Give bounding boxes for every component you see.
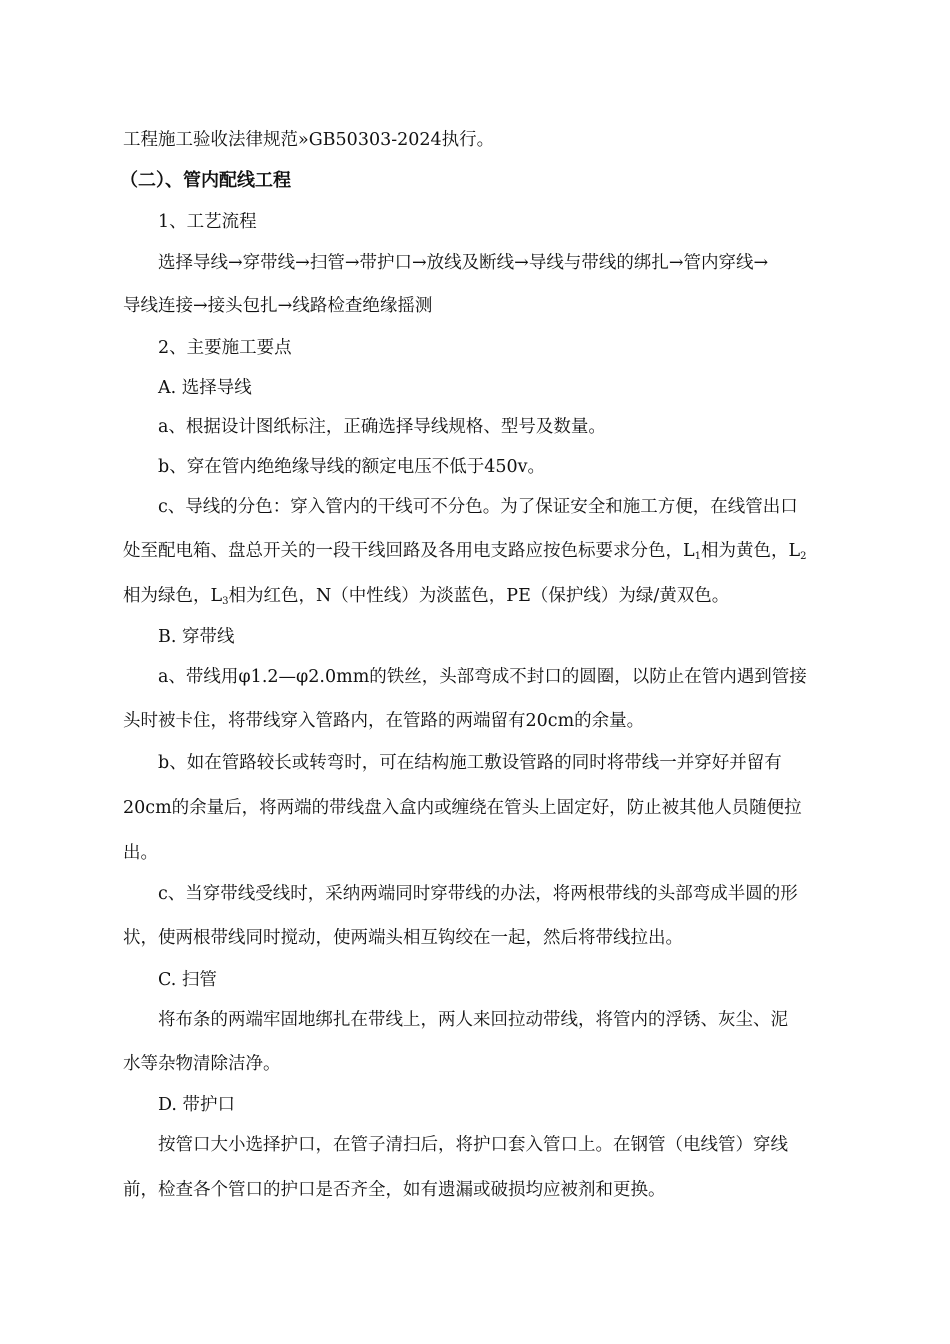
text-line: c、当穿带线受线时，采纳两端同时穿带线的办法，将两根带线的头部弯成半圆的形 [158,884,798,904]
text-line: 导线连接→接头包扎→线路检查绝缘摇测 [123,296,433,316]
text-line: 按管口大小选择护口，在管子清扫后，将护口套入管口上。在钢管（电线管）穿线 [158,1135,788,1155]
subsection-heading: 1、工艺流程 [158,212,257,232]
text-line: b、如在管路较长或转弯时，可在结构施工敷设管路的同时将带线一并穿好并留有 [158,753,782,773]
item-heading: D. 带护口 [158,1095,236,1115]
text-line: 处至配电箱、盘总开关的一段干线回路及各用电支路应按色标要求分色，$L_1$相为黄色，$L_2$ [123,541,807,562]
text-line: a、带线用φ1.2—φ2.0mm的铁丝，头部弯成不封口的圆圈，以防止在管内遇到管接 [158,667,807,687]
section-heading: （二）、管内配线工程 [120,170,291,191]
text-line: 水等杂物清除洁净。 [123,1054,281,1074]
text-line: b、穿在管内绝绝缘导线的额定电压不低于450v。 [158,457,545,477]
item-heading: B. 穿带线 [158,627,235,647]
text-line: a、根据设计图纸标注，正确选择导线规格、型号及数量。 [158,417,606,437]
text-line: 工程施工验收法律规范»GB50303-2024执行。 [123,130,495,150]
item-heading: C. 扫管 [158,970,217,990]
text-line: c、导线的分色：穿入管内的干线可不分色。为了保证安全和施工方便，在线管出口 [158,497,798,517]
item-heading: A. 选择导线 [158,378,252,398]
text-line: 将布条的两端牢固地绑扎在带线上，两人来回拉动带线，将管内的浮锈、灰尘、泥 [158,1010,788,1030]
text-line: 头时被卡住，将带线穿入管路内，在管路的两端留有20cm的余量。 [123,711,645,731]
text-line: 前，检查各个管口的护口是否齐全，如有遗漏或破损均应被剂和更换。 [123,1180,666,1200]
subsection-heading: 2、主要施工要点 [158,338,292,358]
text-line: 相为绿色，$L_3$相为红色，N（中性线）为淡蓝色，PE（保护线）为绿/黄双色。 [123,586,730,607]
text-line: 20cm的余量后，将两端的带线盘入盒内或缠绕在管头上固定好，防止被其他人员随便拉 [123,798,802,818]
text-line: 选择导线→穿带线→扫管→带护口→放线及断线→导线与带线的绑扎→管内穿线→ [158,253,769,273]
text-line: 出。 [123,843,158,863]
text-line: 状，使两根带线同时搅动，使两端头相互钩绞在一起，然后将带线拉出。 [123,928,683,948]
